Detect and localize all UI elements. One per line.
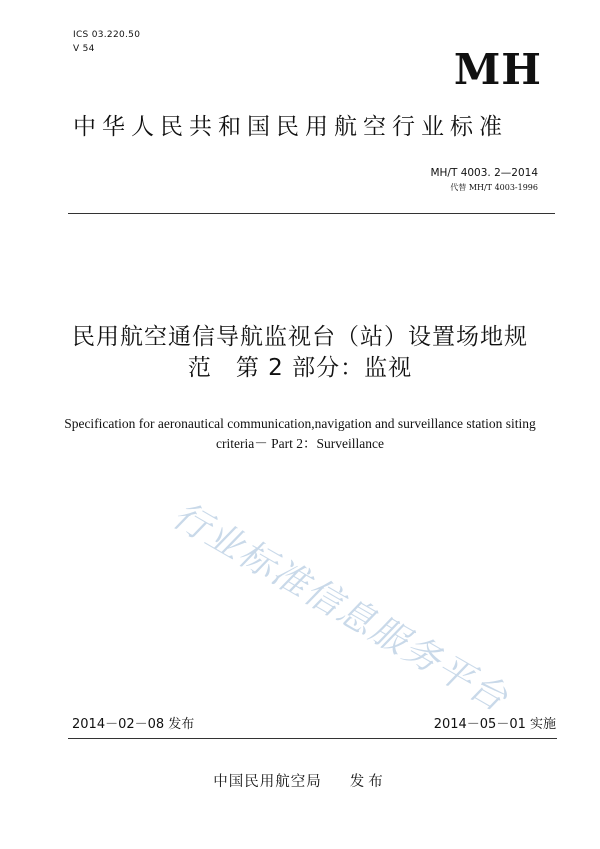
publisher-org: 中国民用航空局 [213,774,322,790]
classification-code: V 54 [73,44,95,54]
publisher-action: 发布 [349,774,387,790]
bottom-divider [68,738,557,739]
chinese-title [40,322,560,384]
english-title-line-2: criteria－ Part 2：Surveillance [216,436,384,451]
issue-date: 2014－02－08 发布 [72,717,195,732]
standard-number: MH/T 4003. 2—2014 [430,167,538,179]
mh-logo: MH [453,45,542,94]
top-divider [68,213,555,214]
watermark: 行业标准信息服务平台 [165,494,516,721]
english-title-line-1: Specification for aeronautical communication,navigation and surveillance station siting [64,416,536,431]
ics-code: ICS 03.220.50 [73,30,141,40]
replaces-standard: 代替 MH/T 4003-1996 [450,183,538,192]
english-title [30,414,570,454]
implementation-date: 2014－05－01 实施 [433,717,556,732]
industry-standard-title: 中华人民共和国民用航空行业标准 [73,114,508,140]
chinese-title-line-1: 民用航空通信导航监视台（站）设置场地规 [72,324,528,350]
publisher [0,772,600,792]
chinese-title-line-2: 范 第 2 部分：监视 [187,355,413,381]
